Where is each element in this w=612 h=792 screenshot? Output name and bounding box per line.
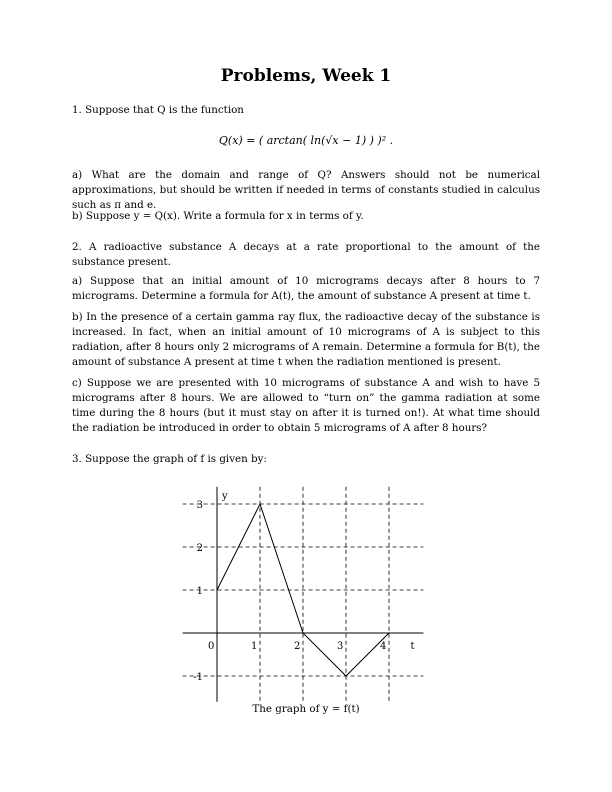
data-point-4 [388,632,389,633]
y-tick-label--1: -1 [193,672,203,683]
graph-of-f [180,478,440,703]
problem-3-intro: 3. Suppose the graph of f is given by: [72,453,267,465]
y-axis-label: y [222,490,228,502]
problem-2-intro: 2. A radioactive substance A decays at a rate proportional to the amount of the substance present. [72,241,540,268]
x-tick-label-1: 1 [251,641,258,652]
data-point-2 [302,632,303,633]
y-tick-label-2: 2 [196,543,203,554]
problem-2a: a) Suppose that an initial amount of 10 micrograms decays after 8 hours to 7 micrograms. Determine a formula for A(t), the amount of substance A present at time t. [72,275,540,302]
x-tick-label-3: 3 [337,641,344,652]
problem-2c: c) Suppose we are presented with 10 micrograms of substance A and wish to have 5 micrograms after 8 hours. We are allowed to “turn on” the gamma radiation at some time during the 8 hours (but it must stay on after it is turned on!). At what time should the radiation be introduced in order to obtain 5 micrograms of A after 8 hours? [72,377,540,434]
q-formula [0,134,612,147]
y-tick-label-3: 3 [196,500,203,511]
y-tick-label-1: 1 [196,586,203,597]
problem-1a: a) What are the domain and range of Q? Answers should not be numerical approximations, but should be written if needed in terms of constants studied in calculus such as π and e. [72,169,540,211]
x-axis-label: t [410,641,415,652]
x-tick-label-4: 4 [380,641,387,652]
tick-labels [193,491,414,683]
x-tick-label-2: 2 [294,641,301,652]
grid [183,487,424,702]
problem-2b: b) In the presence of a certain gamma ray flux, the radioactive decay of the substance is increased. In fact, when an initial amount of 10 micrograms of A is subject to this radiation, after 8 hours only 2 micrograms of A remain. Determine a formula for B(t), the amount of substance A present at time t when the radiation mentioned is present. [72,311,540,368]
data-point-1 [259,503,260,504]
problem-1b: b) Suppose y = Q(x). Write a formula for x in terms of y. [72,210,364,222]
data-point-0 [216,589,217,590]
q-formula-text: Q(x) = ( arctan( ln(√x − 1) ) )² . [218,134,394,147]
data-point-3 [345,675,346,676]
x-tick-label-0: 0 [208,641,215,652]
page-title: Problems, Week 1 [220,66,392,86]
problem-1-intro: 1. Suppose that Q is the function [72,104,244,116]
graph-caption: The graph of y = f(t) [252,703,360,715]
